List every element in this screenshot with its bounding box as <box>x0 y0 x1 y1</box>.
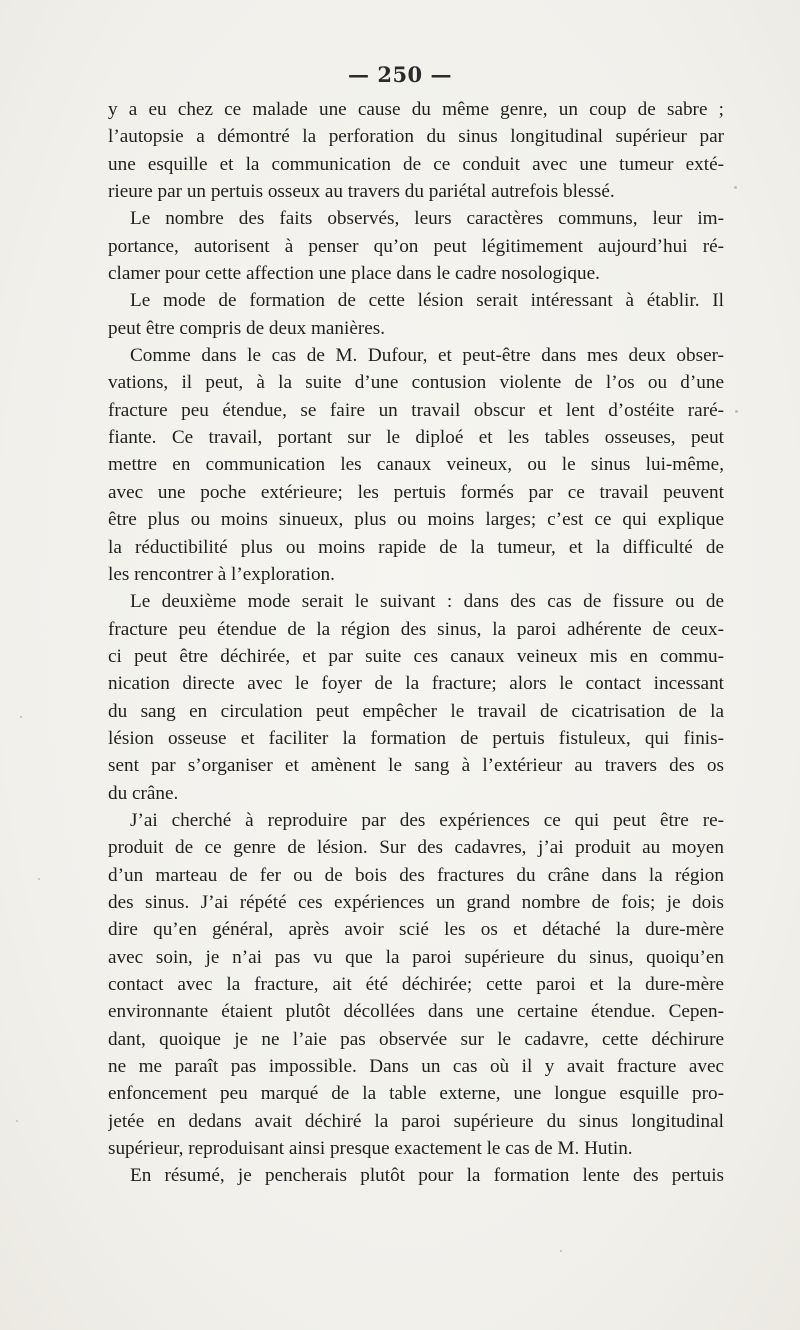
text-line: environnante étaient plutôt décollées dans une certaine étendue. Cepen- <box>108 1001 724 1023</box>
page-number: — 250 — <box>348 62 452 87</box>
text-line: nication directe avec le foyer de la fracture; alors le contact incessant <box>108 673 724 695</box>
text-line: les rencontrer à l’exploration. <box>108 563 335 585</box>
paragraph-start-line: J’ai cherché à reproduire par des expériences ce qui peut être re- <box>130 809 724 831</box>
text-line: l’autopsie a démontré la perforation du sinus longitudinal supérieur par <box>108 126 724 148</box>
text-line: la réductibilité plus ou moins rapide de la tumeur, et la difficulté de <box>108 536 724 558</box>
text-line: des sinus. J’ai répété ces expériences un grand nombre de fois; je dois <box>108 891 724 913</box>
text-line: lésion osseuse et faciliter la formation de pertuis fistuleux, qui finis- <box>108 727 724 749</box>
text-line: rieure par un pertuis osseux au travers du pariétal autrefois blessé. <box>108 181 615 203</box>
text-line: ne me paraît pas impossible. Dans un cas où il y avait fracture avec <box>108 1056 724 1078</box>
text-line: vations, il peut, à la suite d’une contusion violente de l’os ou d’une <box>108 372 724 394</box>
text-line: produit de ce genre de lésion. Sur des cadavres, j’ai produit au moyen <box>108 837 724 859</box>
paper-speck <box>560 1250 562 1252</box>
paper-speck <box>735 410 738 413</box>
text-line: sent par s’organiser et amènent le sang à l’extérieur au travers des os <box>108 755 724 777</box>
text-line: du crâne. <box>108 782 179 804</box>
paragraph-start-line: Le mode de formation de cette lésion serait intéressant à établir. Il <box>130 290 724 312</box>
paper-speck <box>16 1120 18 1122</box>
paragraph-start-line: Comme dans le cas de M. Dufour, et peut-être dans mes deux obser- <box>130 345 724 367</box>
text-line: jetée en dedans avait déchiré la paroi supérieure du sinus longitudinal <box>108 1110 724 1132</box>
text-line: peut être compris de deux manières. <box>108 317 386 339</box>
text-line: fracture peu étendue, se faire un travail obscur et lent d’ostéite raré- <box>108 399 724 421</box>
text-line: du sang en circulation peut empêcher le travail de cicatrisation de la <box>108 700 724 722</box>
text-line: fracture peu étendue de la région des sinus, la paroi adhérente de ceux- <box>108 618 724 640</box>
text-line: ci peut être déchirée, et par suite ces canaux veineux mis en commu- <box>108 645 724 667</box>
text-line: dant, quoique je ne l’aie pas observée sur le cadavre, cette déchirure <box>108 1028 724 1050</box>
text-line: avec une poche extérieure; les pertuis formés par ce travail peuvent <box>108 481 724 503</box>
text-line: avec soin, je n’ai pas vu que la paroi supérieure du sinus, quoiqu’en <box>108 946 724 968</box>
text-line: une esquille et la communication de ce conduit avec une tumeur exté- <box>108 153 724 175</box>
paragraph-start-line: En résumé, je pencherais plutôt pour la formation lente des pertuis <box>130 1165 724 1187</box>
text-line: y a eu chez ce malade une cause du même genre, un coup de sabre ; <box>108 99 724 120</box>
paper-speck <box>734 186 737 189</box>
text-line: enfoncement peu marqué de la table externe, une longue esquille pro- <box>108 1083 724 1105</box>
body-text <box>108 96 724 1190</box>
paragraph-start-line: Le nombre des faits observés, leurs caractères communs, leur im- <box>130 208 724 230</box>
text-line: portance, autorisent à penser qu’on peut légitimement aujourd’hui ré- <box>108 235 724 257</box>
paragraph-start-line: Le deuxième mode serait le suivant : dans des cas de fissure ou de <box>130 591 724 613</box>
text-line: supérieur, reproduisant ainsi presque exactement le cas de M. Hutin. <box>108 1138 633 1160</box>
text-line: dire qu’en général, après avoir scié les os et détaché la dure-mère <box>108 919 724 941</box>
paper-speck <box>38 878 40 880</box>
paper-speck <box>20 716 22 718</box>
text-line: d’un marteau de fer ou de bois des fractures du crâne dans la région <box>108 864 724 886</box>
text-line: mettre en communication les canaux veineux, ou le sinus lui-même, <box>108 454 724 476</box>
text-line: fiante. Ce travail, portant sur le diploé et les tables osseuses, peut <box>108 427 724 449</box>
text-line: être plus ou moins sinueux, plus ou moins larges; c’est ce qui explique <box>108 509 724 531</box>
text-line: contact avec la fracture, ait été déchirée; cette paroi et la dure-mère <box>108 974 724 995</box>
text-line: clamer pour cette affection une place dans le cadre nosologique. <box>108 263 600 285</box>
